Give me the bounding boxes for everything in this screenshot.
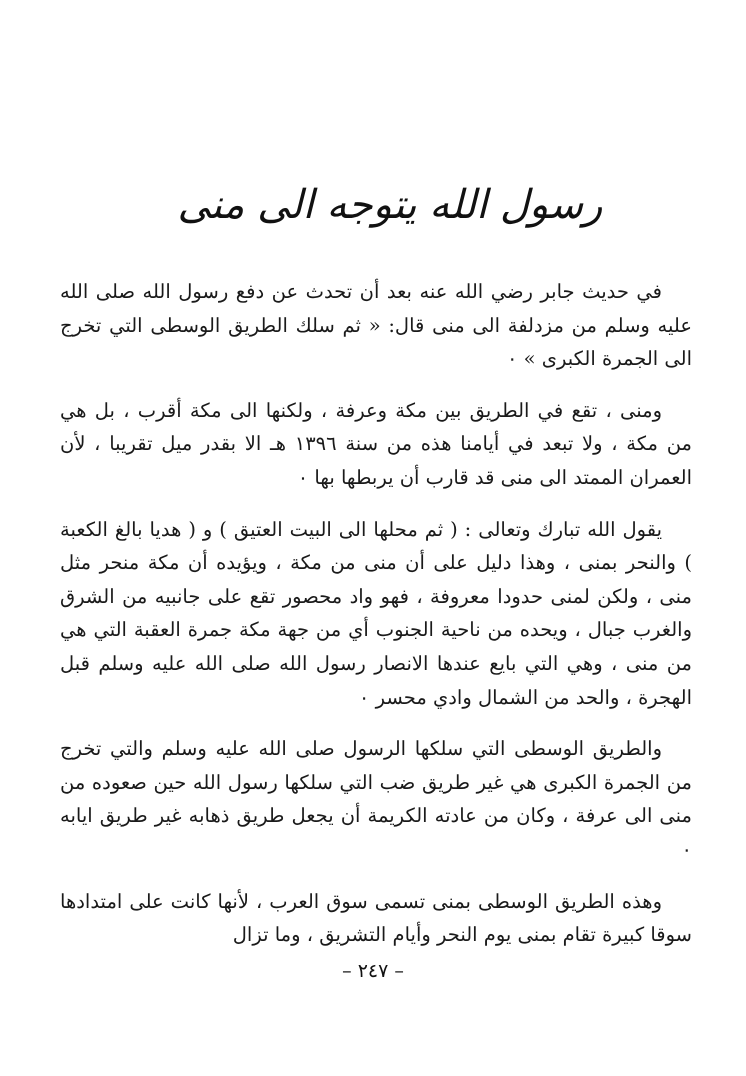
paragraph: ومنى ، تقع في الطريق بين مكة وعرفة ، ولكنها الى مكة أقرب ، بل هي من مكة ، ولا تبعد في أيامنا هذه من سنة ١٣٩٦ هـ الا بقدر ميل تقريبا ، لأن العمران الممتد الى منى قد قارب أن يربطها بها ٠ xyxy=(60,398,692,489)
body-text xyxy=(60,275,692,970)
chapter-title: رسول الله يتوجه الى منى xyxy=(177,182,603,228)
paragraph: والطريق الوسطى التي سلكها الرسول صلى الله عليه وسلم والتي تخرج من الجمرة الكبرى هي غير طريق ضب التي سلكها رسول الله حين صعوده من منى الى عرفة ، وكان من عادته الكريمة أن يجعل طريق ذهابه غير طريق ايابه ٠ xyxy=(60,737,692,861)
paragraph: يقول الله تبارك وتعالى : ( ثم محلها الى البيت العتيق ) و ( هديا بالغ الكعبة ) والنحر بمنى ، وهذا دليل على أن منى من مكة ، ويؤيده أن مكة منحر مثل منى ، ولكن لمنى حدودا معروفة ، فهو واد محصور تقع على جانبيه من الشرق والغرب جبال ، ويحده من ناحية الجنوب أي من جهة مكة جمرة العقبة التي هي من منى ، وهي التي بايع عندها الانصار رسول الله صلى الله عليه وسلم قبل الهجرة ، والحد من الشمال وادي محسر ٠ xyxy=(60,517,692,709)
paragraph: وهذه الطريق الوسطى بمنى تسمى سوق العرب ، لأنها كانت على امتدادها سوقا كبيرة تقام بمنى يوم النحر وأيام التشريق ، وما تزال xyxy=(60,889,692,947)
page-number: – ٢٤٧ – xyxy=(342,960,404,982)
paragraph: في حديث جابر رضي الله عنه بعد أن تحدث عن دفع رسول الله صلى الله عليه وسلم من مزدلفة الى منى قال: « ثم سلك الطريق الوسطى التي تخرج الى الجمرة الكبرى » ٠ xyxy=(60,280,692,371)
